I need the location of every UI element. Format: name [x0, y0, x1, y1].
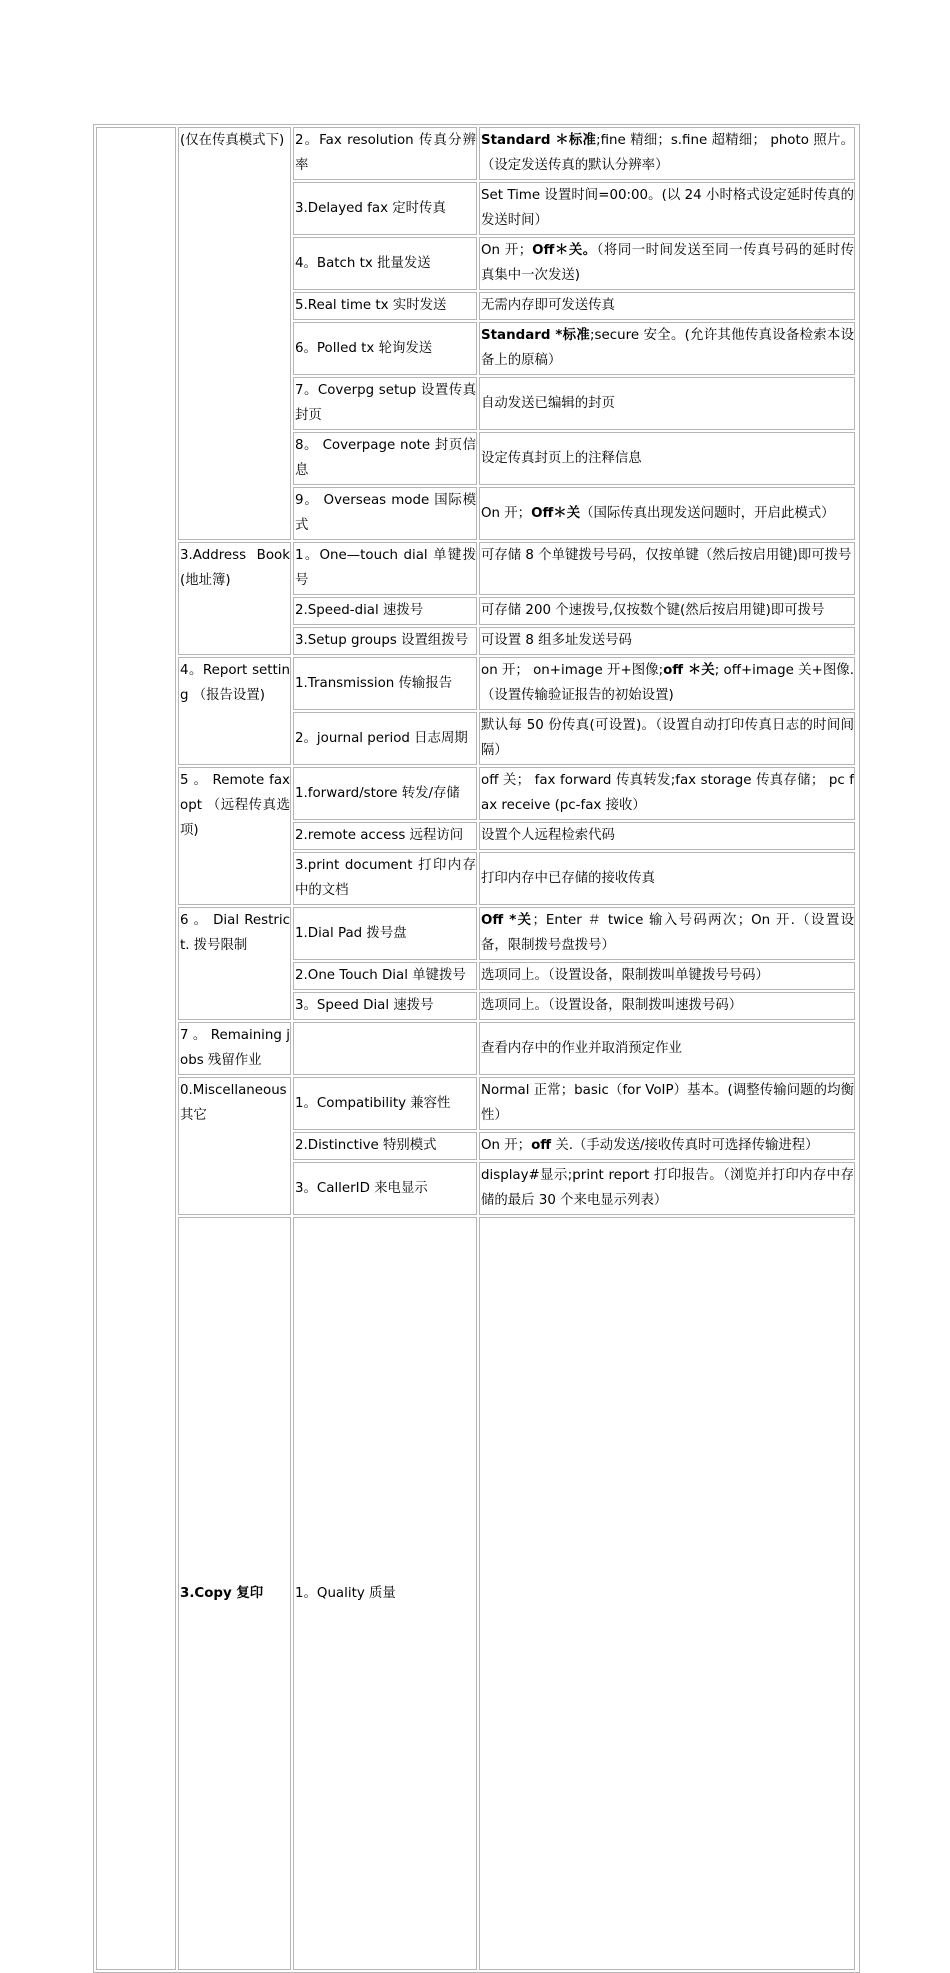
menu-item-desc: On 开；Off＊关（国际传真出现发送问题时，开启此模式） [479, 487, 855, 540]
table-row [96, 542, 857, 595]
menu-item-desc: On 开；off 关.（手动发送/接收传真时可选择传输进程） [479, 1132, 855, 1160]
table-row [96, 767, 857, 820]
menu-item: 2。journal period 日志周期 [293, 712, 477, 765]
menu-item: 7。Coverpg setup 设置传真封页 [293, 377, 477, 430]
menu-item: 3.Delayed fax 定时传真 [293, 182, 477, 235]
menu-item: 1.Transmission 传输报告 [293, 657, 477, 710]
menu-item-desc: 可存储 8 个单键拨号号码，仅按单键（然后按启用键)即可拨号 [479, 542, 855, 595]
menu-item: 2.One Touch Dial 单键拨号 [293, 962, 477, 990]
table-row [96, 1217, 857, 1970]
menu-item-desc: Standard *标准;secure 安全。(允许其他传真设备检索本设备上的原稿） [479, 322, 855, 375]
menu-item: 3.print document 打印内存中的文档 [293, 852, 477, 905]
menu-item-desc: Set Time 设置时间=00:00。(以 24 小时格式设定延时传真的发送时间） [479, 182, 855, 235]
menu-item: 9。 Overseas mode 国际模式 [293, 487, 477, 540]
menu-item-desc: 默认每 50 份传真(可设置)。（设置自动打印传真日志的时间间隔） [479, 712, 855, 765]
report-setting-label: 4。Report setting （报告设置) [178, 657, 291, 765]
menu-item: 3。CallerID 来电显示 [293, 1162, 477, 1215]
menu-item-desc: Off *关；Enter ＃ twice 输入号码两次；On 开.（设置设备，限制拨号盘拨号） [479, 907, 855, 960]
table-row [96, 1022, 857, 1075]
menu-item-desc: Standard ＊标准;fine 精细；s.fine 超精细； photo 照片。（设定发送传真的默认分辨率） [479, 127, 855, 180]
table-row [96, 1077, 857, 1130]
menu-item: 2.Distinctive 特别模式 [293, 1132, 477, 1160]
fax-mode-note: (仅在传真模式下) [178, 127, 291, 540]
table-row [96, 907, 857, 960]
menu-item: 1.Dial Pad 拨号盘 [293, 907, 477, 960]
menu-item-desc: 选项同上。（设置设备，限制拨叫速拨号码） [479, 992, 855, 1020]
menu-item: 8。 Coverpage note 封页信息 [293, 432, 477, 485]
copy-section-label: 3.Copy 复印 [178, 1217, 291, 1970]
copy-quality-label: 1。Quality 质量 [293, 1217, 477, 1970]
settings-table [93, 124, 860, 1973]
menu-item-desc: 可设置 8 组多址发送号码 [479, 627, 855, 655]
menu-item [293, 1022, 477, 1075]
menu-item: 1。One—touch dial 单键拨号 [293, 542, 477, 595]
menu-item: 2.Speed-dial 速拨号 [293, 597, 477, 625]
menu-item: 6。Polled tx 轮询发送 [293, 322, 477, 375]
menu-item: 2。Fax resolution 传真分辨率 [293, 127, 477, 180]
menu-item-desc: 设定传真封页上的注释信息 [479, 432, 855, 485]
menu-item-desc: On 开；Off＊关。（将同一时间发送至同一传真号码的延时传真集中一次发送) [479, 237, 855, 290]
menu-item-desc: display#显示;print report 打印报告。（浏览并打印内存中存储的最后 30 个来电显示列表） [479, 1162, 855, 1215]
menu-item-desc: 查看内存中的作业并取消预定作业 [479, 1022, 855, 1075]
menu-item: 3。Speed Dial 速拨号 [293, 992, 477, 1020]
menu-item: 4。Batch tx 批量发送 [293, 237, 477, 290]
address-book-label: 3.Address Book (地址簿) [178, 542, 291, 655]
dial-restrict-label: 6 。 Dial Restrict. 拨号限制 [178, 907, 291, 1020]
menu-item-desc: 打印内存中已存储的接收传真 [479, 852, 855, 905]
menu-item: 1.forward/store 转发/存储 [293, 767, 477, 820]
table-row [96, 657, 857, 710]
menu-item: 5.Real time tx 实时发送 [293, 292, 477, 320]
menu-item-desc: 自动发送已编辑的封页 [479, 377, 855, 430]
column1-fax-cell [96, 127, 176, 1970]
miscellaneous-label: 0.Miscellaneous 其它 [178, 1077, 291, 1215]
menu-item-desc: 无需内存即可发送传真 [479, 292, 855, 320]
menu-item-desc: 可存储 200 个速拨号,仅按数个键(然后按启用键)即可拨号 [479, 597, 855, 625]
table-row [96, 127, 857, 180]
menu-item-desc: Normal 正常；basic（for VoIP）基本。(调整传输问题的均衡性） [479, 1077, 855, 1130]
remaining-jobs-label: 7 。 Remaining jobs 残留作业 [178, 1022, 291, 1075]
menu-item: 3.Setup groups 设置组拨号 [293, 627, 477, 655]
menu-item: 2.remote access 远程访问 [293, 822, 477, 850]
remote-fax-label: 5 。 Remote fax opt （远程传真选项) [178, 767, 291, 905]
menu-item-desc: off 关； fax forward 传真转发;fax storage 传真存储； pc fax receive (pc-fax 接收） [479, 767, 855, 820]
menu-item-desc: on 开； on+image 开+图像;off ＊关; off+image 关+图像.（设置传输验证报告的初始设置) [479, 657, 855, 710]
menu-item: 1。Compatibility 兼容性 [293, 1077, 477, 1130]
menu-item-desc: 设置个人远程检索代码 [479, 822, 855, 850]
menu-item-desc: 选项同上。（设置设备，限制拨叫单键拨号号码） [479, 962, 855, 990]
menu-item [479, 1217, 855, 1970]
